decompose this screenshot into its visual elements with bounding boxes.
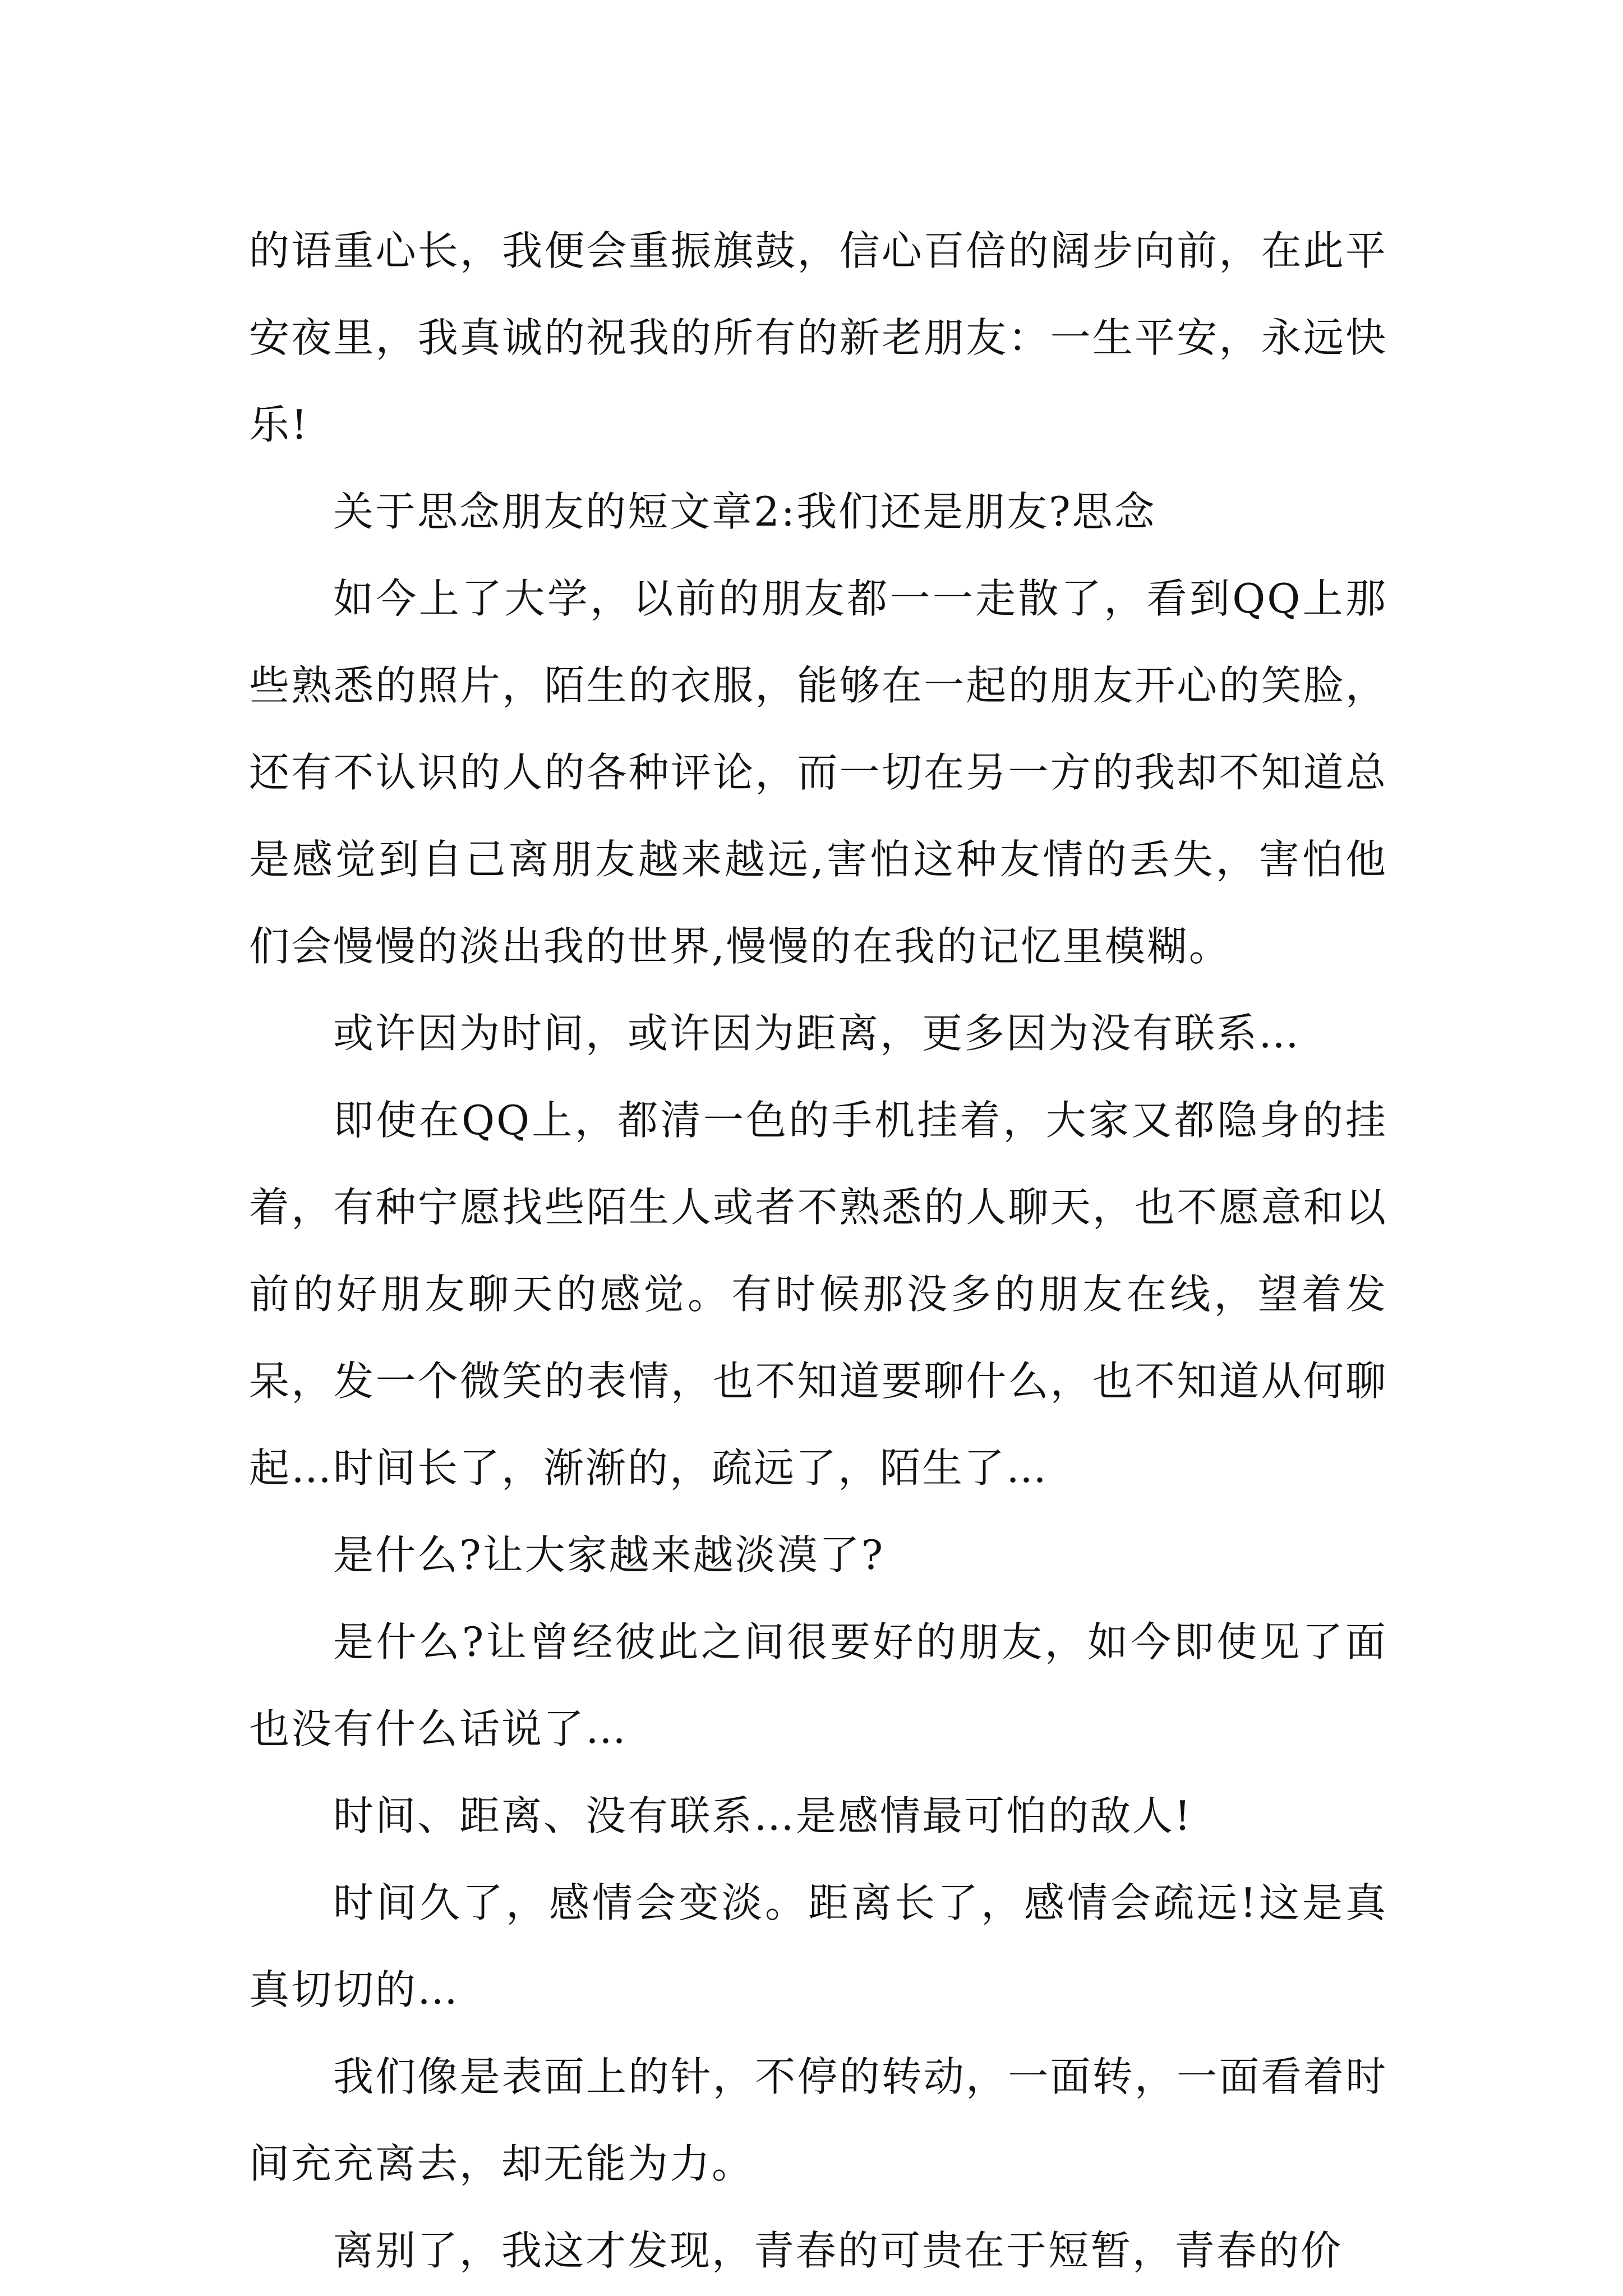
paragraph-5: 即使在QQ上，都清一色的手机挂着，大家又都隐身的挂着，有种宁愿找些陌生人或者不熟悉的人聊天，也不愿意和以前的好朋友聊天的感觉。有时候那没多的朋友在线，望着发呆，发一个微笑的表情，也不知道要聊什么，也不知道从何聊起…时间长了，渐渐的，疏远了，陌生了… bbox=[249, 1097, 1387, 1492]
paragraph-3: 如今上了大学，以前的朋友都一一走散了，看到QQ上那些熟悉的照片，陌生的衣服，能够在一起的朋友开心的笑脸，还有不认识的人的各种评论，而一切在另一方的我却不知道总是感觉到自己离朋友越来越远,害怕这种友情的丢失，害怕他们会慢慢的淡出我的世界,慢慢的在我的记忆里模糊。 bbox=[249, 575, 1387, 970]
paragraph-9: 时间久了，感情会变淡。距离长了，感情会疏远!这是真真切切的… bbox=[249, 1879, 1387, 2013]
paragraph-1: 的语重心长，我便会重振旗鼓，信心百倍的阔步向前，在此平安夜里，我真诚的祝我的所有的新老朋友：一生平安，永远快乐! bbox=[249, 227, 1387, 448]
paragraph-6: 是什么?让大家越来越淡漠了? bbox=[333, 1531, 885, 1579]
paragraph-8: 时间、距离、没有联系…是感情最可怕的敌人! bbox=[333, 1792, 1192, 1839]
paragraph-10: 我们像是表面上的针，不停的转动，一面转，一面看着时间充充离去，却无能为力。 bbox=[249, 2053, 1387, 2187]
document-body bbox=[249, 208, 1387, 2294]
section-heading: 关于思念朋友的短文章2:我们还是朋友?思念 bbox=[333, 488, 1156, 535]
paragraph-4: 或许因为时间，或许因为距离，更多因为没有联系… bbox=[333, 1010, 1301, 1057]
paragraph-11: 离别了，我这才发现，青春的可贵在于短暂，青春的价 bbox=[333, 2227, 1343, 2274]
paragraph-7: 是什么?让曾经彼此之间很要好的朋友，如今即使见了面也没有什么话说了… bbox=[249, 1618, 1387, 1752]
